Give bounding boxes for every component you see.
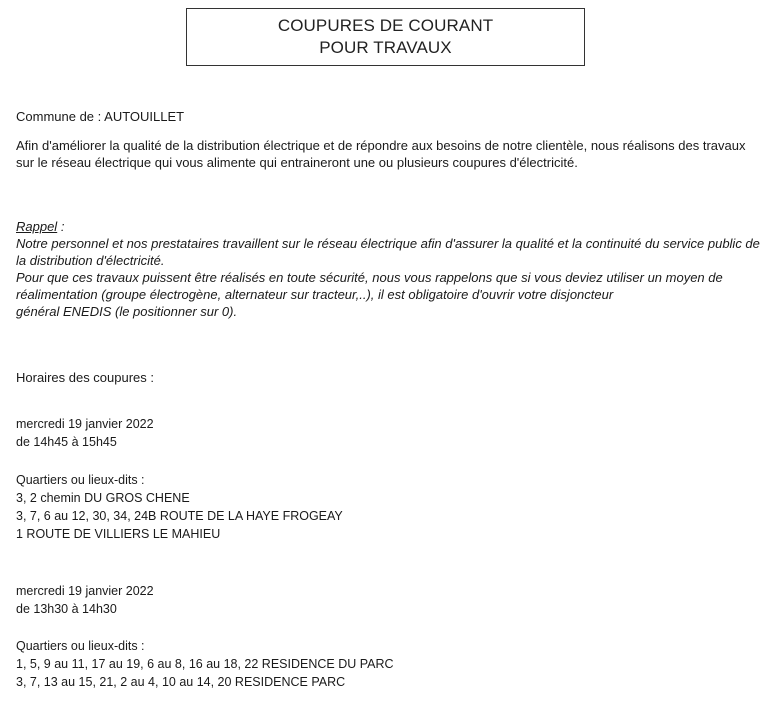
coupure-1 xyxy=(16,415,154,451)
coupure-2 xyxy=(16,582,154,618)
coupure-date: mercredi 19 janvier 2022 xyxy=(16,584,154,598)
rappel-heading-suffix: : xyxy=(57,219,65,234)
title-line-2: POUR TRAVAUX xyxy=(319,38,452,57)
coupure-date: mercredi 19 janvier 2022 xyxy=(16,417,154,431)
coupure-2-quartiers xyxy=(16,637,394,691)
horaires-text: Horaires des coupures : xyxy=(16,370,155,385)
lieu-item: 3, 2 chemin DU GROS CHENE xyxy=(16,491,190,505)
rappel-line-1: Notre personnel et nos prestataires travaillent sur le réseau électrique afin d'assurer la qualité et la continuité du service public de la distribution d'électricité. xyxy=(16,236,760,268)
coupure-heure: de 14h45 à 15h45 xyxy=(16,435,117,449)
title-box xyxy=(186,8,585,66)
rappel-line-3: général ENEDIS (le positionner sur 0). xyxy=(16,304,238,319)
lieu-item: 3, 7, 6 au 12, 30, 34, 24B ROUTE DE LA HAYE FROGEAY xyxy=(16,509,343,523)
coupure-1-quartiers xyxy=(16,471,343,543)
rappel-line-2: Pour que ces travaux puissent être réalisés en toute sécurité, nous vous rappelons que si vous deviez utiliser un moyen de réalimentation (groupe électrogène, alternateur sur tracteur,..), il est obligatoire d'ouvrir votre disjoncteur xyxy=(16,270,723,302)
commune-text: Commune de : AUTOUILLET xyxy=(16,109,185,124)
horaires-label xyxy=(16,369,154,386)
coupure-heure: de 13h30 à 14h30 xyxy=(16,602,117,616)
lieu-item: 1, 5, 9 au 11, 17 au 19, 6 au 8, 16 au 18, 22 RESIDENCE DU PARC xyxy=(16,657,394,671)
intro-paragraph xyxy=(16,137,764,171)
commune-line xyxy=(16,108,184,125)
lieu-item: 1 ROUTE DE VILLIERS LE MAHIEU xyxy=(16,527,221,541)
lieu-item: 3, 7, 13 au 15, 21, 2 au 4, 10 au 14, 20 RESIDENCE PARC xyxy=(16,675,346,689)
quartiers-label: Quartiers ou lieux-dits : xyxy=(16,473,145,487)
rappel-heading: Rappel xyxy=(16,219,58,234)
title-line-1: COUPURES DE COURANT xyxy=(277,16,494,35)
intro-text: Afin d'améliorer la qualité de la distribution électrique et de répondre aux besoins de notre clientèle, nous réalisons des travaux sur le réseau électrique qui vous alimente qui entraineront une ou plusieurs coupures d'électricité. xyxy=(16,138,746,170)
quartiers-label: Quartiers ou lieux-dits : xyxy=(16,639,145,653)
rappel-section xyxy=(16,218,764,320)
